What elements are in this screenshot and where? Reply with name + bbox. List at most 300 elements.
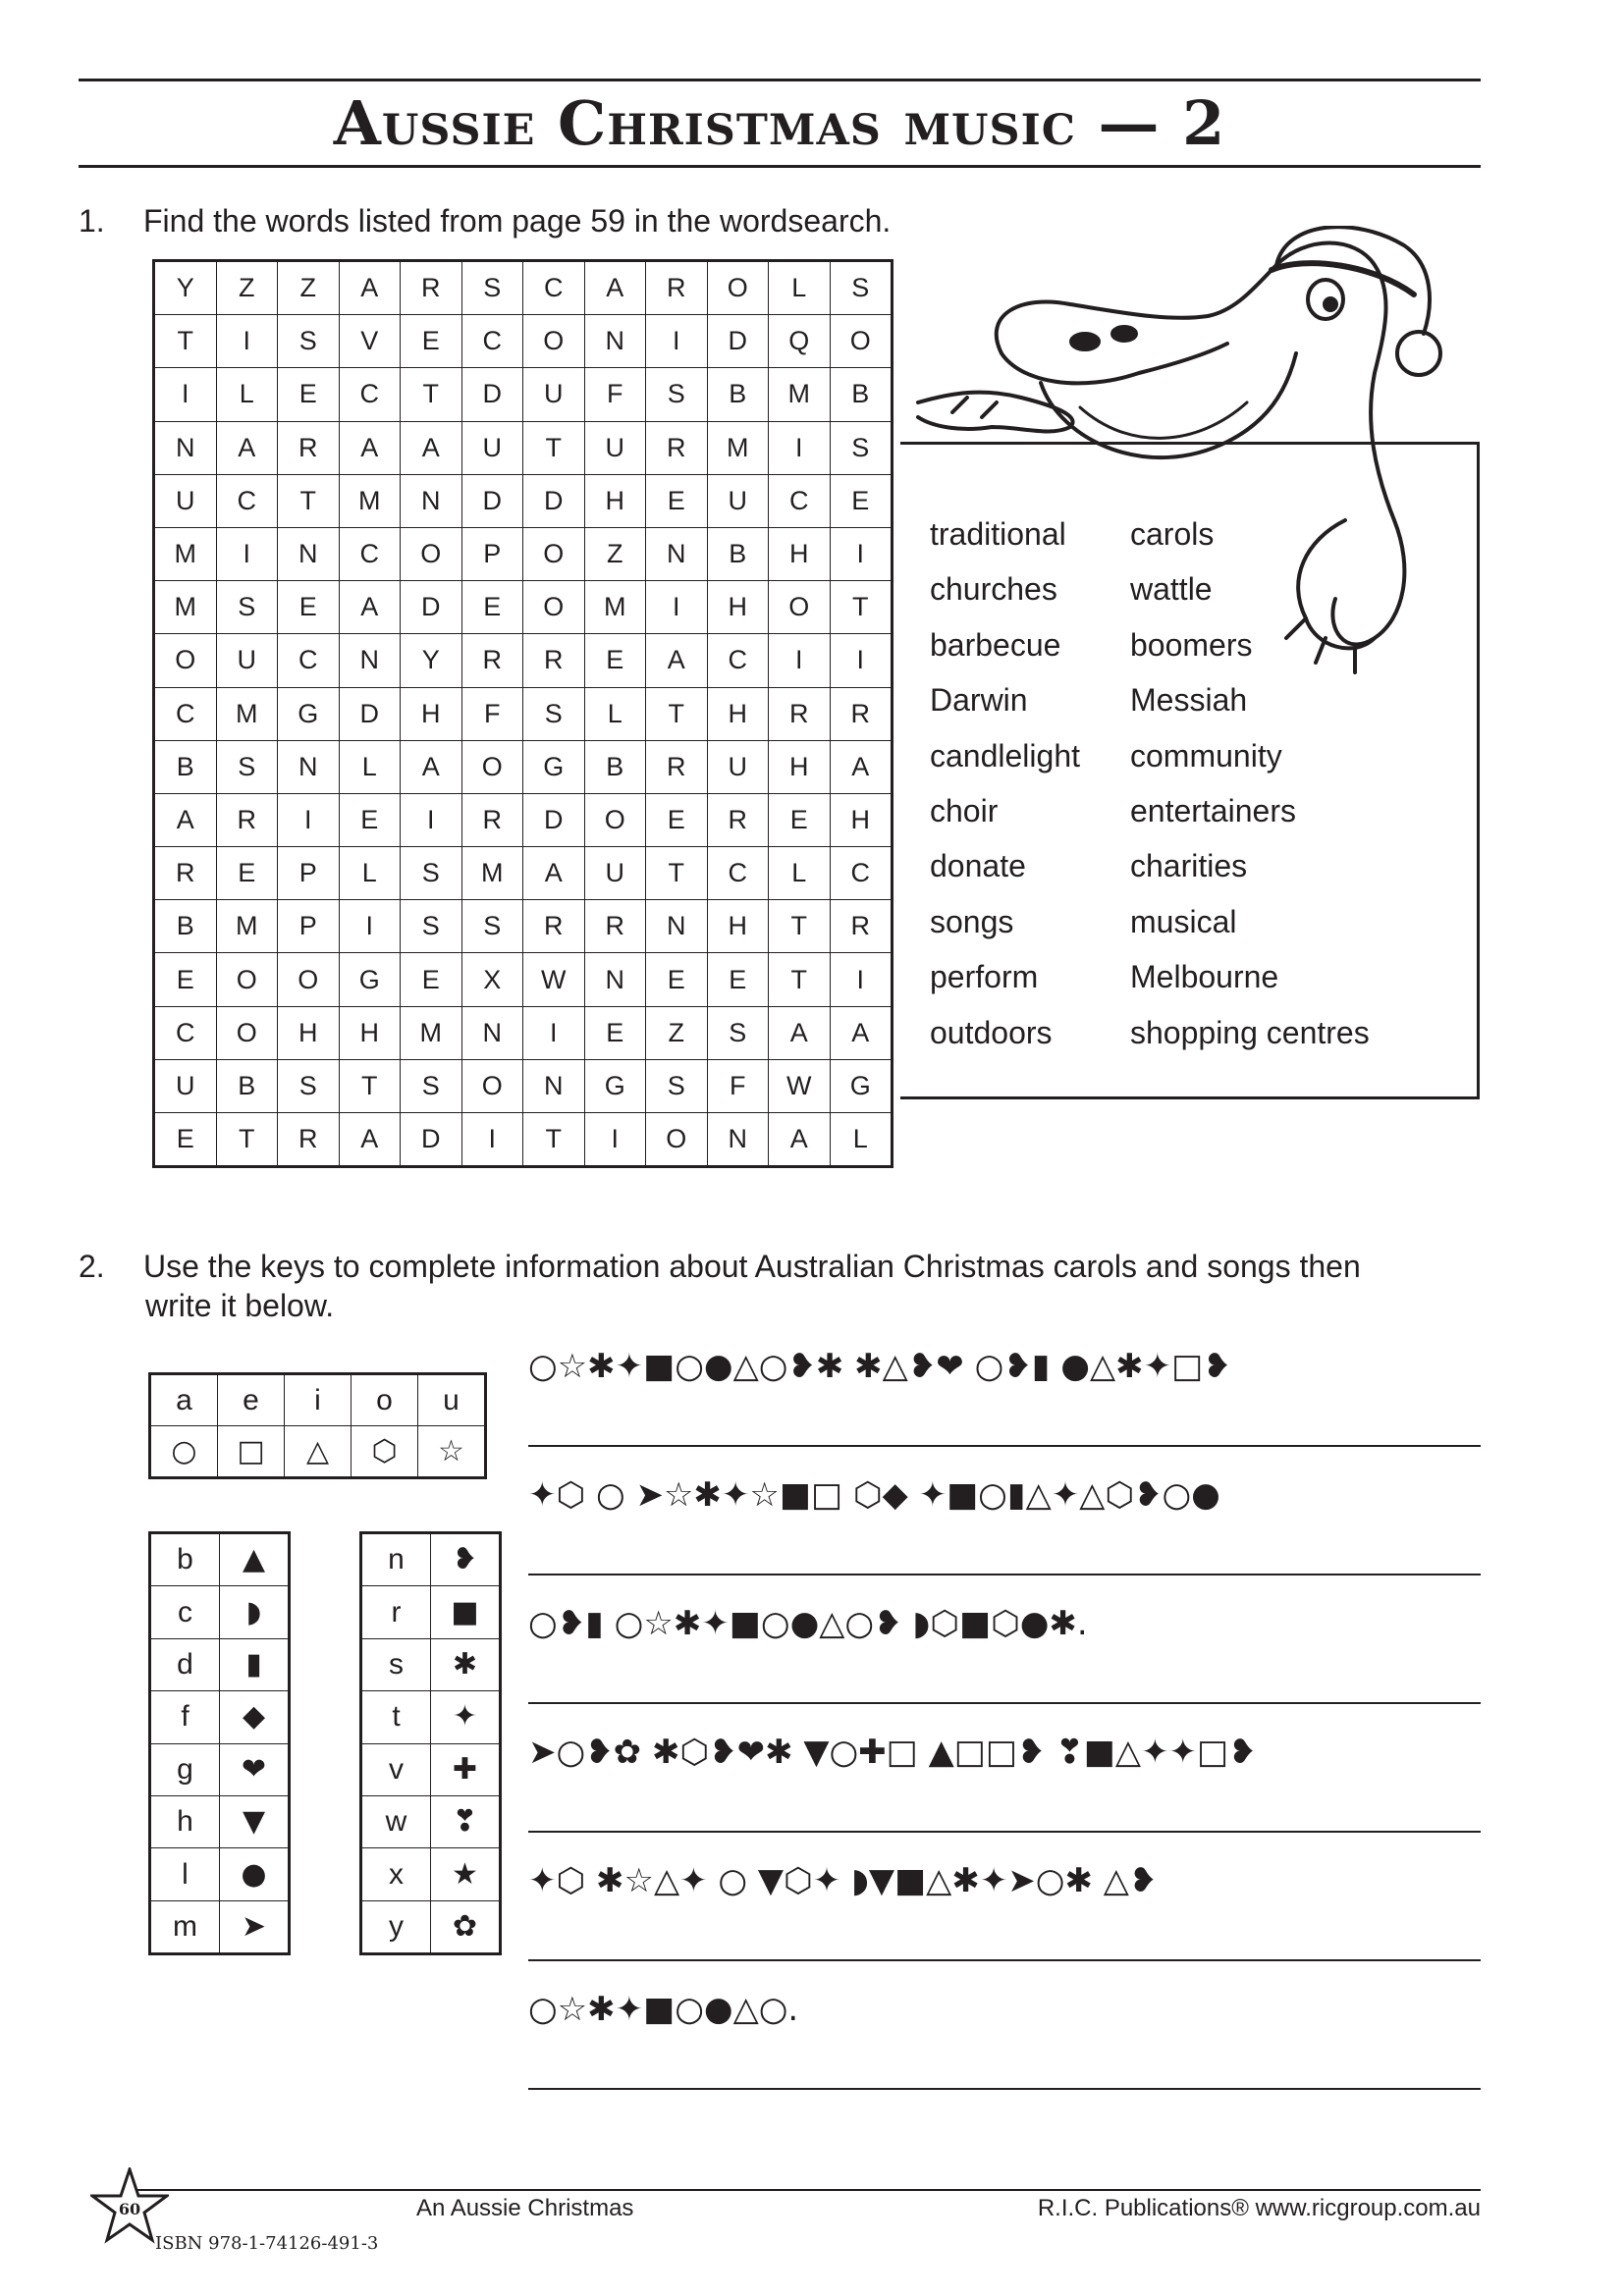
grid-cell: T: [646, 847, 708, 900]
word-list-item: candlelight: [930, 737, 1080, 774]
word-list-item: barbecue: [930, 626, 1061, 663]
word-list-item: perform: [930, 959, 1039, 995]
grid-cell: U: [216, 634, 278, 687]
grid-cell: R: [646, 261, 708, 315]
grid-cell: G: [523, 740, 585, 793]
word-list-item: churches: [930, 571, 1057, 608]
grid-cell: O: [646, 1113, 708, 1167]
grid-cell: S: [216, 581, 278, 634]
grid-cell: B: [216, 1059, 278, 1112]
grid-cell: I: [216, 527, 278, 580]
grid-cell: U: [154, 474, 217, 527]
grid-cell: D: [461, 474, 523, 527]
grid-cell: N: [523, 1059, 585, 1112]
grid-cell: N: [646, 900, 708, 953]
key-letter: s: [361, 1638, 431, 1690]
grid-cell: E: [584, 1006, 646, 1059]
grid-cell: Y: [154, 261, 217, 315]
grid-row: [154, 900, 893, 953]
word-list-item: musical: [1130, 903, 1237, 939]
consonant-key-left: [148, 1531, 291, 1955]
key-row: [361, 1743, 501, 1795]
grid-cell: O: [830, 315, 893, 368]
key-symbol: ▮: [220, 1638, 290, 1690]
grid-cell: E: [646, 474, 708, 527]
grid-cell: R: [461, 793, 523, 846]
grid-cell: C: [707, 634, 769, 687]
grid-cell: I: [216, 315, 278, 368]
grid-cell: I: [830, 634, 893, 687]
grid-cell: C: [278, 634, 340, 687]
grid-cell: H: [401, 687, 462, 740]
grid-cell: L: [769, 261, 831, 315]
grid-cell: A: [830, 1006, 893, 1059]
grid-cell: O: [584, 793, 646, 846]
grid-cell: R: [523, 900, 585, 953]
grid-cell: E: [278, 581, 340, 634]
grid-cell: N: [646, 527, 708, 580]
grid-cell: O: [154, 634, 217, 687]
grid-cell: A: [769, 1113, 831, 1167]
key-row: [150, 1691, 290, 1743]
key-row: [150, 1795, 290, 1847]
grid-cell: I: [646, 315, 708, 368]
grid-cell: T: [216, 1113, 278, 1167]
grid-cell: M: [401, 1006, 462, 1059]
grid-cell: E: [339, 793, 401, 846]
grid-cell: O: [216, 953, 278, 1006]
question-2-line-1: Use the keys to complete information about Australian Christmas carols and songs then: [143, 1249, 1361, 1284]
grid-cell: O: [523, 315, 585, 368]
grid-row: [154, 261, 893, 315]
answer-line[interactable]: [528, 1702, 1481, 1704]
grid-cell: S: [707, 1006, 769, 1059]
key-symbol: ❣: [431, 1795, 501, 1847]
word-list-item: boomers: [1130, 626, 1253, 663]
key-row: [361, 1638, 501, 1690]
footer-rule: [126, 2189, 1481, 2191]
grid-cell: T: [769, 900, 831, 953]
grid-row: [154, 581, 893, 634]
top-rule: [79, 79, 1481, 81]
word-list-item: entertainers: [1130, 793, 1296, 829]
grid-cell: I: [769, 421, 831, 474]
grid-cell: C: [707, 847, 769, 900]
grid-cell: O: [216, 1006, 278, 1059]
grid-row: [154, 1113, 893, 1167]
grid-cell: G: [339, 953, 401, 1006]
grid-cell: D: [523, 474, 585, 527]
grid-cell: G: [830, 1059, 893, 1112]
grid-cell: D: [401, 1113, 462, 1167]
answer-line[interactable]: [528, 1574, 1481, 1575]
key-symbol: ✱: [431, 1638, 501, 1690]
grid-cell: M: [461, 847, 523, 900]
key-letter: b: [150, 1533, 220, 1586]
key-letter: h: [150, 1795, 220, 1847]
grid-cell: O: [523, 581, 585, 634]
grid-cell: F: [707, 1059, 769, 1112]
grid-cell: R: [707, 793, 769, 846]
grid-cell: R: [646, 421, 708, 474]
grid-cell: Z: [646, 1006, 708, 1059]
grid-cell: H: [339, 1006, 401, 1059]
grid-cell: E: [401, 953, 462, 1006]
grid-cell: V: [339, 315, 401, 368]
key-letter: n: [361, 1533, 431, 1586]
grid-cell: C: [154, 687, 217, 740]
key-row: [361, 1586, 501, 1638]
page-number: 60: [118, 2200, 141, 2218]
grid-cell: H: [707, 900, 769, 953]
grid-cell: I: [154, 368, 217, 421]
question-1-number: 1.: [79, 203, 105, 239]
key-symbol: ⬡: [352, 1426, 418, 1478]
grid-row: [154, 687, 893, 740]
grid-cell: P: [278, 900, 340, 953]
grid-cell: Z: [278, 261, 340, 315]
key-row: [150, 1900, 290, 1953]
grid-cell: A: [339, 261, 401, 315]
grid-cell: M: [216, 687, 278, 740]
grid-cell: Q: [769, 315, 831, 368]
grid-cell: T: [278, 474, 340, 527]
grid-cell: D: [523, 793, 585, 846]
word-list-item: Melbourne: [1130, 959, 1279, 995]
grid-cell: M: [154, 581, 217, 634]
grid-cell: S: [461, 261, 523, 315]
key-symbol: ◗: [220, 1586, 290, 1638]
word-list-item: traditional: [930, 516, 1066, 552]
grid-cell: R: [216, 793, 278, 846]
key-letter: y: [361, 1900, 431, 1953]
grid-cell: F: [584, 368, 646, 421]
grid-cell: O: [707, 261, 769, 315]
word-list-item: Messiah: [1130, 682, 1248, 719]
word-list-item: outdoors: [930, 1014, 1053, 1050]
grid-cell: A: [646, 634, 708, 687]
grid-cell: N: [461, 1006, 523, 1059]
grid-cell: L: [339, 847, 401, 900]
key-symbol: ▲: [220, 1533, 290, 1586]
grid-cell: R: [769, 687, 831, 740]
key-symbol: ✦: [431, 1691, 501, 1743]
grid-cell: O: [769, 581, 831, 634]
key-letter: o: [352, 1374, 418, 1426]
grid-cell: C: [154, 1006, 217, 1059]
key-symbol: ○: [150, 1426, 218, 1478]
grid-cell: N: [584, 315, 646, 368]
grid-cell: E: [154, 953, 217, 1006]
word-list-item: community: [1130, 737, 1282, 774]
grid-cell: F: [461, 687, 523, 740]
grid-cell: N: [278, 527, 340, 580]
key-row: [361, 1691, 501, 1743]
grid-cell: B: [707, 527, 769, 580]
grid-row: [154, 634, 893, 687]
grid-cell: H: [278, 1006, 340, 1059]
grid-cell: U: [584, 847, 646, 900]
question-2-line-2: write it below.: [145, 1288, 335, 1323]
grid-cell: B: [584, 740, 646, 793]
coded-line: ○☆✱✦■○●△○❥✱ ✱△❥❤ ○❥▮ ●△✱✦□❥: [528, 1347, 1231, 1386]
key-row: [150, 1848, 290, 1900]
key-letter: a: [150, 1374, 218, 1426]
key-letter: e: [218, 1374, 285, 1426]
grid-cell: E: [216, 847, 278, 900]
key-symbol: ✚: [431, 1743, 501, 1795]
word-list-item: songs: [930, 903, 1014, 939]
grid-cell: P: [278, 847, 340, 900]
grid-cell: C: [339, 368, 401, 421]
grid-cell: G: [584, 1059, 646, 1112]
grid-cell: C: [523, 261, 585, 315]
grid-cell: S: [523, 687, 585, 740]
key-symbol: ✿: [431, 1900, 501, 1953]
grid-cell: C: [461, 315, 523, 368]
key-row: [361, 1533, 501, 1586]
grid-cell: E: [584, 634, 646, 687]
grid-row: [154, 1059, 893, 1112]
title-rule: [79, 165, 1481, 168]
word-list-right-column: [1130, 507, 1370, 1060]
word-list-item: donate: [930, 848, 1026, 884]
grid-row: [154, 953, 893, 1006]
grid-cell: E: [646, 953, 708, 1006]
key-letter: m: [150, 1900, 220, 1953]
grid-cell: I: [339, 900, 401, 953]
grid-cell: I: [830, 527, 893, 580]
grid-cell: E: [769, 793, 831, 846]
footer-isbn: ISBN 978-1-74126-491-3: [155, 2233, 379, 2254]
word-list-left-column: [930, 507, 1080, 1060]
grid-cell: S: [278, 1059, 340, 1112]
grid-cell: S: [278, 315, 340, 368]
grid-cell: C: [339, 527, 401, 580]
grid-cell: U: [461, 421, 523, 474]
key-letter: t: [361, 1691, 431, 1743]
key-row: [361, 1848, 501, 1900]
grid-cell: O: [278, 953, 340, 1006]
grid-cell: T: [769, 953, 831, 1006]
grid-cell: H: [769, 527, 831, 580]
grid-cell: R: [830, 900, 893, 953]
grid-cell: M: [769, 368, 831, 421]
grid-cell: U: [584, 421, 646, 474]
grid-cell: R: [278, 1113, 340, 1167]
grid-row: [154, 1006, 893, 1059]
grid-cell: Z: [584, 527, 646, 580]
key-symbol: ❤: [220, 1743, 290, 1795]
grid-row: [154, 847, 893, 900]
grid-cell: N: [339, 634, 401, 687]
grid-cell: O: [461, 1059, 523, 1112]
grid-cell: A: [339, 421, 401, 474]
grid-cell: D: [339, 687, 401, 740]
grid-cell: C: [216, 474, 278, 527]
grid-cell: R: [523, 634, 585, 687]
key-row: [361, 1795, 501, 1847]
grid-cell: H: [707, 581, 769, 634]
grid-cell: A: [401, 740, 462, 793]
grid-cell: I: [584, 1113, 646, 1167]
grid-cell: T: [523, 421, 585, 474]
grid-cell: A: [401, 421, 462, 474]
grid-row: [154, 474, 893, 527]
grid-cell: I: [523, 1006, 585, 1059]
grid-cell: E: [646, 793, 708, 846]
grid-cell: T: [830, 581, 893, 634]
grid-cell: I: [646, 581, 708, 634]
key-symbol: ■: [431, 1586, 501, 1638]
grid-cell: X: [461, 953, 523, 1006]
grid-cell: E: [278, 368, 340, 421]
key-symbol: ➤: [220, 1900, 290, 1953]
grid-cell: S: [401, 847, 462, 900]
grid-cell: Z: [216, 261, 278, 315]
grid-cell: A: [830, 740, 893, 793]
grid-cell: S: [646, 1059, 708, 1112]
grid-cell: P: [461, 527, 523, 580]
key-letter: u: [418, 1374, 486, 1426]
grid-cell: A: [584, 261, 646, 315]
grid-row: [154, 793, 893, 846]
key-letter: c: [150, 1586, 220, 1638]
key-letter: r: [361, 1586, 431, 1638]
grid-cell: B: [154, 740, 217, 793]
key-letter: d: [150, 1638, 220, 1690]
grid-cell: G: [278, 687, 340, 740]
grid-row: [154, 315, 893, 368]
question-1-text: Find the words listed from page 59 in the wordsearch.: [143, 203, 892, 239]
grid-cell: N: [707, 1113, 769, 1167]
grid-cell: C: [769, 474, 831, 527]
grid-cell: B: [707, 368, 769, 421]
grid-cell: S: [461, 900, 523, 953]
grid-cell: H: [584, 474, 646, 527]
page-title: Aussie Christmas music — 2: [333, 87, 1226, 159]
word-list-item: shopping centres: [1130, 1014, 1370, 1050]
coded-line: ○❥▮ ○☆✱✦■○●△○❥ ◗⬡■⬡●✱.: [528, 1604, 1088, 1643]
key-letter: v: [361, 1743, 431, 1795]
grid-cell: T: [523, 1113, 585, 1167]
question-2-number: 2.: [79, 1249, 105, 1284]
key-letter: w: [361, 1795, 431, 1847]
grid-cell: I: [769, 634, 831, 687]
grid-cell: T: [646, 687, 708, 740]
grid-cell: M: [154, 527, 217, 580]
wordsearch-grid: [152, 259, 893, 1168]
key-symbol: ◆: [220, 1691, 290, 1743]
grid-cell: U: [707, 474, 769, 527]
grid-cell: L: [216, 368, 278, 421]
grid-cell: I: [830, 953, 893, 1006]
grid-cell: I: [461, 1113, 523, 1167]
grid-cell: H: [830, 793, 893, 846]
grid-cell: A: [523, 847, 585, 900]
grid-cell: O: [401, 527, 462, 580]
key-symbol: ▼: [220, 1795, 290, 1847]
grid-cell: E: [461, 581, 523, 634]
answer-line[interactable]: [528, 1959, 1481, 1961]
grid-cell: R: [584, 900, 646, 953]
key-symbol: ●: [220, 1848, 290, 1900]
grid-cell: L: [769, 847, 831, 900]
grid-cell: M: [339, 474, 401, 527]
grid-cell: N: [278, 740, 340, 793]
coded-line: ○☆✱✦■○●△○.: [528, 1990, 799, 2029]
grid-cell: E: [154, 1113, 217, 1167]
grid-cell: O: [461, 740, 523, 793]
grid-cell: O: [523, 527, 585, 580]
grid-cell: I: [401, 793, 462, 846]
grid-cell: A: [339, 1113, 401, 1167]
footer-publisher: R.I.C. Publications® www.ricgroup.com.au: [1037, 2195, 1481, 2221]
grid-cell: N: [154, 421, 217, 474]
grid-cell: R: [646, 740, 708, 793]
grid-cell: A: [769, 1006, 831, 1059]
grid-cell: H: [769, 740, 831, 793]
grid-cell: R: [401, 261, 462, 315]
word-list-item: Darwin: [930, 682, 1028, 719]
grid-cell: W: [523, 953, 585, 1006]
grid-cell: M: [584, 581, 646, 634]
grid-cell: D: [401, 581, 462, 634]
key-row: [150, 1533, 290, 1586]
key-symbol: △: [285, 1426, 352, 1478]
grid-cell: S: [646, 368, 708, 421]
key-symbol: □: [218, 1426, 285, 1478]
grid-cell: N: [401, 474, 462, 527]
answer-line[interactable]: [528, 1831, 1481, 1833]
grid-cell: A: [154, 793, 217, 846]
key-letter: g: [150, 1743, 220, 1795]
word-list-item: carols: [1130, 516, 1215, 552]
key-symbol: ☆: [418, 1426, 486, 1478]
grid-cell: W: [769, 1059, 831, 1112]
coded-line: ➤○❥✿ ✱⬡❥❤✱ ▼○✚□ ▲□□❥ ❣■△✦✦□❥: [528, 1733, 1257, 1772]
grid-row: [154, 368, 893, 421]
grid-cell: D: [707, 315, 769, 368]
grid-row: [154, 421, 893, 474]
key-row: [361, 1900, 501, 1953]
grid-cell: E: [830, 474, 893, 527]
grid-cell: L: [830, 1113, 893, 1167]
grid-cell: S: [401, 900, 462, 953]
key-letter: x: [361, 1848, 431, 1900]
grid-cell: D: [461, 368, 523, 421]
grid-cell: U: [154, 1059, 217, 1112]
grid-row: [154, 527, 893, 580]
key-row: [150, 1638, 290, 1690]
answer-line[interactable]: [528, 2088, 1481, 2090]
grid-cell: E: [707, 953, 769, 1006]
footer-book-title: An Aussie Christmas: [416, 2195, 634, 2221]
grid-cell: U: [707, 740, 769, 793]
answer-line[interactable]: [528, 1445, 1481, 1447]
grid-cell: T: [339, 1059, 401, 1112]
word-list-item: charities: [1130, 848, 1248, 884]
grid-cell: A: [339, 581, 401, 634]
grid-cell: S: [830, 421, 893, 474]
grid-cell: S: [830, 261, 893, 315]
word-list-item: choir: [930, 793, 999, 829]
grid-cell: M: [216, 900, 278, 953]
grid-cell: R: [461, 634, 523, 687]
key-letter: f: [150, 1691, 220, 1743]
grid-cell: S: [216, 740, 278, 793]
grid-cell: E: [401, 315, 462, 368]
